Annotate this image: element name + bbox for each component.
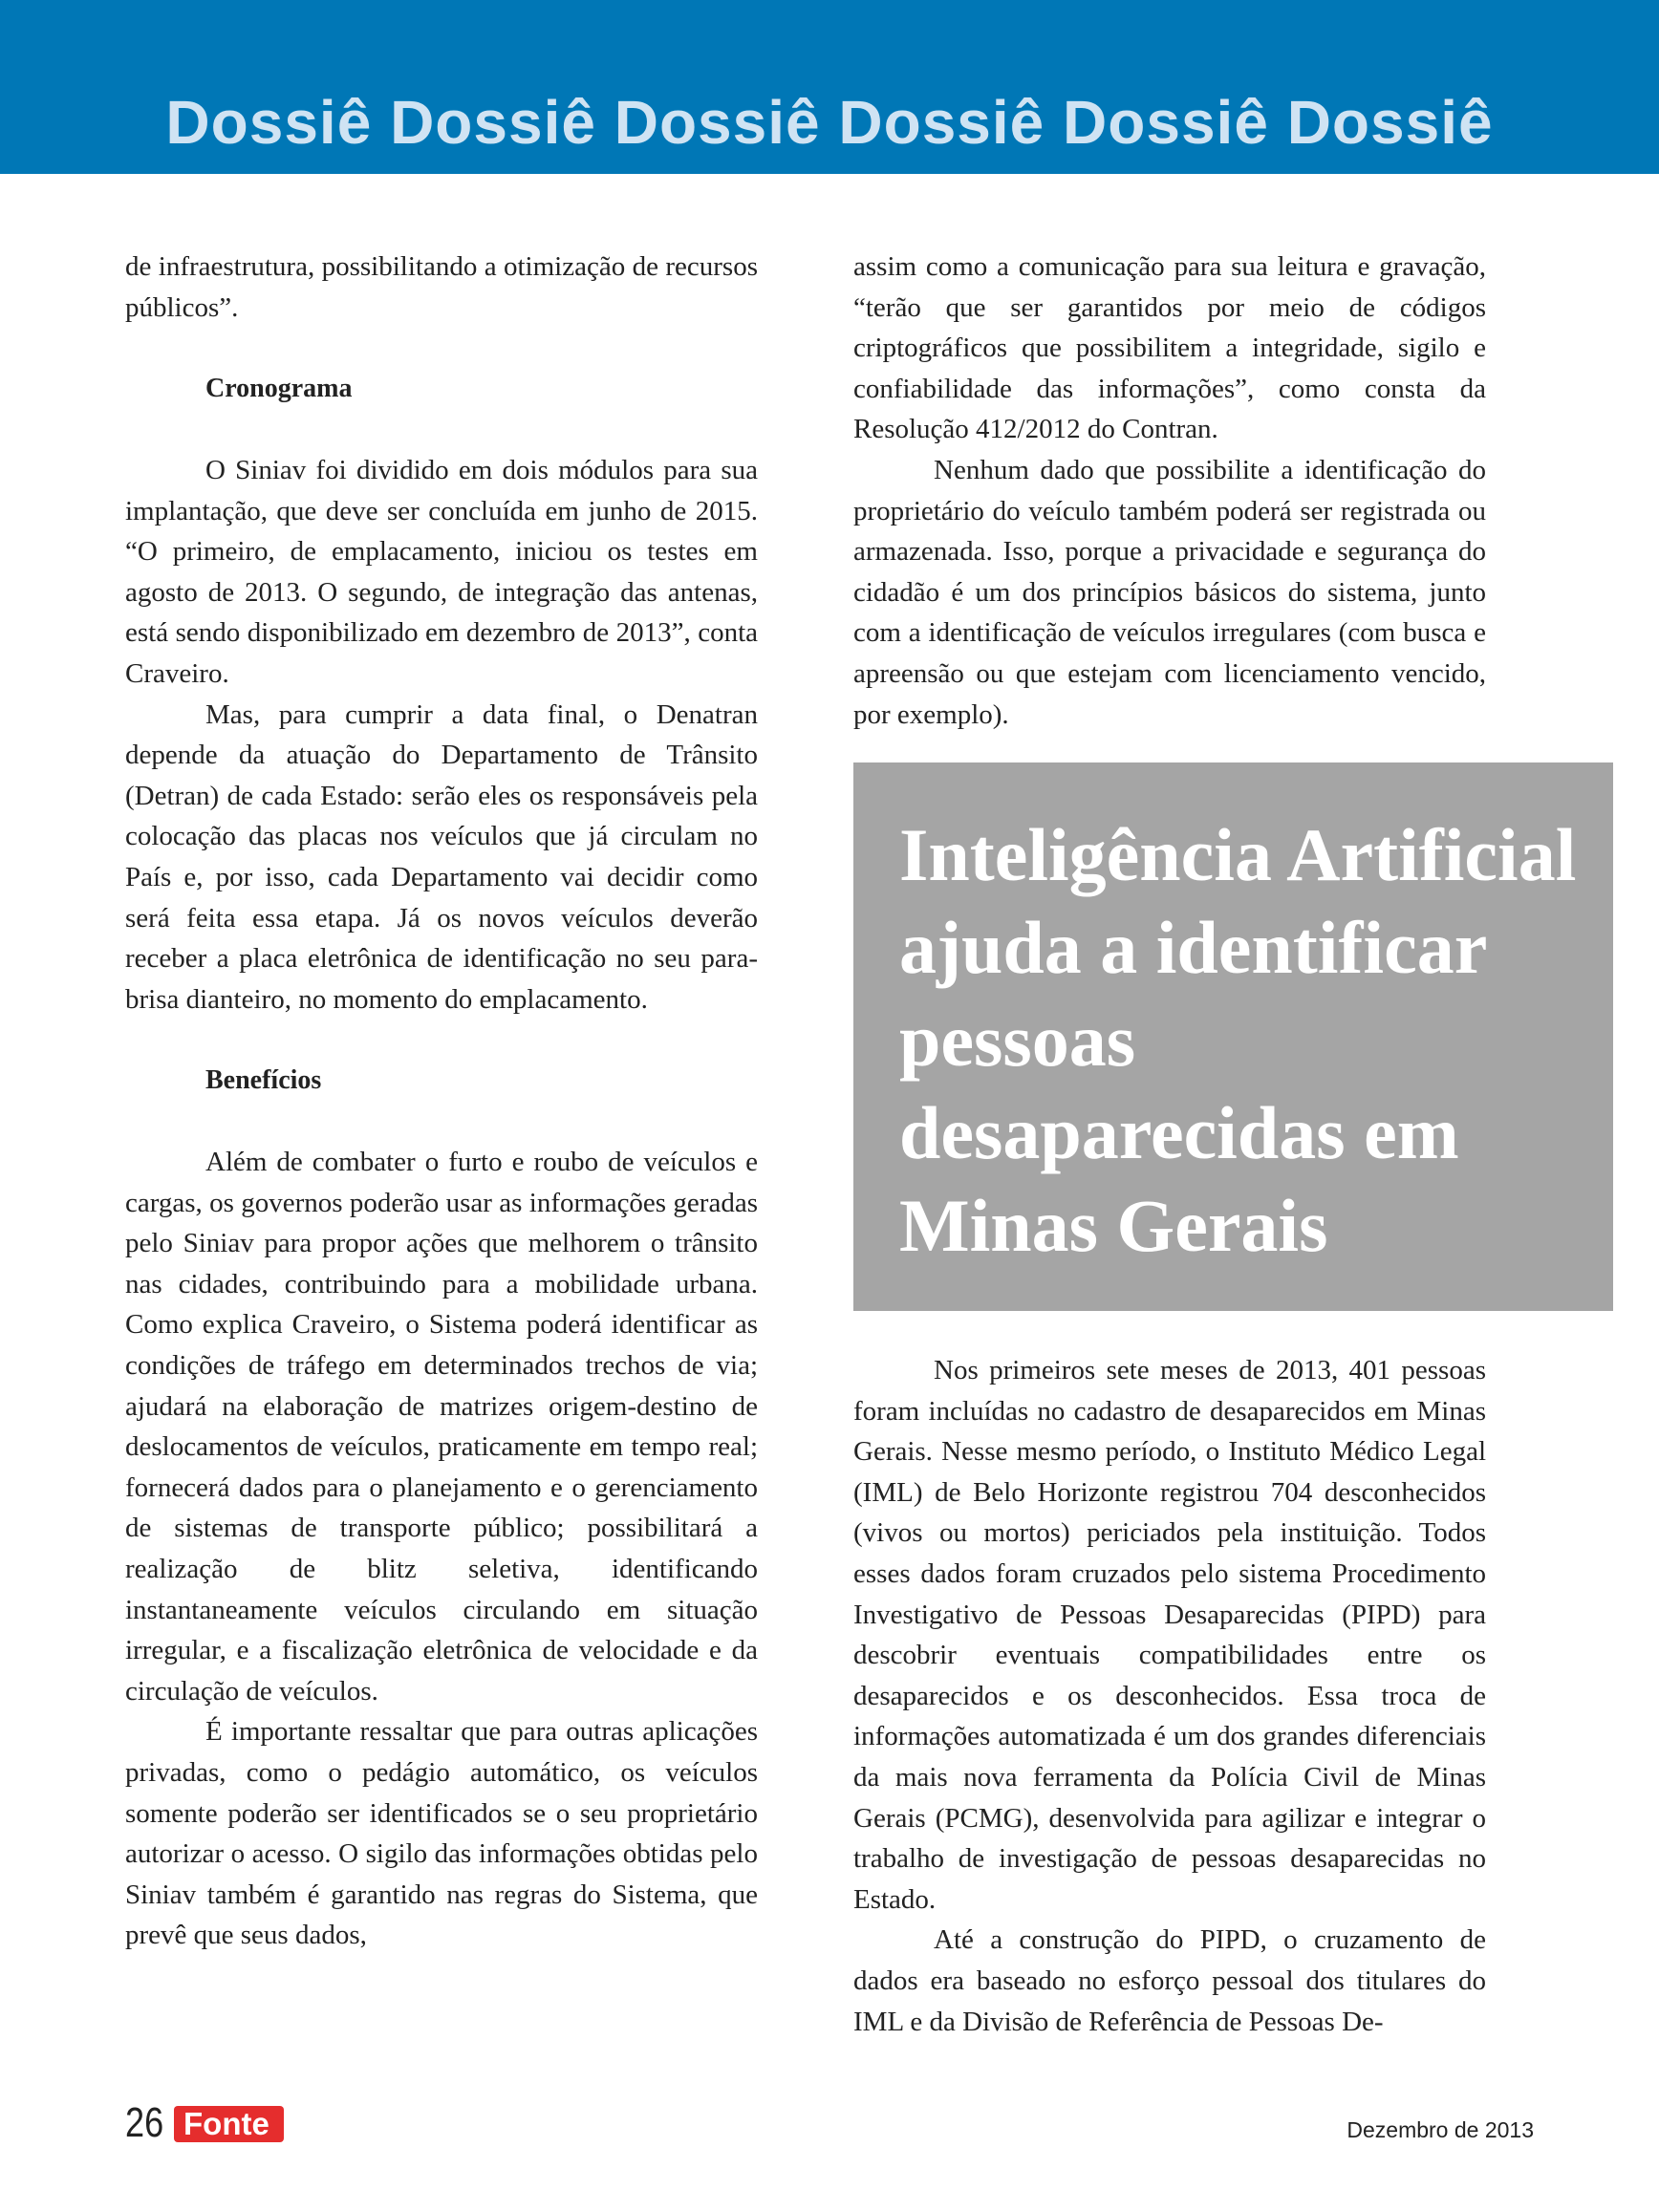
fonte-logo: [174, 2106, 284, 2142]
paragraph: O Siniav foi dividido em dois módulos para sua implantação, que deve ser concluída em junho de 2015. “O primeiro, de emplacamento, iniciou os testes em agosto de 2013. O segundo, de integração das antenas, está sendo disponibilizado em dezembro de 2013”, conta Craveiro.: [125, 454, 758, 689]
header-band: [0, 0, 1659, 174]
section-header-title: Dossiê Dossiê Dossiê Dossiê Dossiê Dossiê: [165, 88, 1494, 157]
paragraph: Até a construção do PIPD, o cruzamento de dados era baseado no esforço pessoal dos titulares do IML e da Divisão de Referência de Pessoas De-: [853, 1924, 1486, 2037]
paragraph: de infraestrutura, possibilitando a otimização de recursos públicos”.: [125, 251, 758, 323]
paragraph: Além de combater o furto e roubo de veículos e cargas, os governos poderão usar as informações geradas pelo Siniav para propor ações que melhorem o trânsito nas cidades, contribuindo para a mobilidade urbana. Como explica Craveiro, o Sistema poderá identificar as condições de tráfego em determinados trechos de via; ajudará na elaboração de matrizes origem-destino de deslocamentos de veículos, praticamente em tempo real; fornecerá dados para o planejamento e o gerenciamento de sistemas de transporte público; possibilitará a realização de blitz seletiva, identificando instantaneamente veículos circulando em situação irregular, e a fiscalização eletrônica de velocidade e da circulação de veículos.: [125, 1147, 758, 1707]
fonte-logo-text: Fonte: [183, 2106, 269, 2141]
paragraph: Nenhum dado que possibilite a identificação do proprietário do veículo também poderá ser registrada ou armazenada. Isso, porque a privacidade e segurança do cidadão é um dos princípios básicos do sistema, junto com a identificação de veículos irregulares (com busca e apreensão ou que estejam com licenciamento vencido, por exemplo).: [853, 454, 1486, 730]
paragraph: Mas, para cumprir a data final, o Denatran depende da atuação do Departamento de Trânsito (Detran) de cada Estado: serão eles os responsáveis pela colocação das placas nos veículos que já circulam no País e, por isso, cada Departamento vai decidir como será feita essa etapa. Já os novos veículos deverão receber a placa eletrônica de identificação no seu para-brisa dianteiro, no momento do emplacamento.: [125, 698, 758, 1015]
page-number: 26: [125, 2099, 164, 2146]
subheading-cronograma: Cronograma: [205, 373, 353, 403]
paragraph: Nos primeiros sete meses de 2013, 401 pessoas foram incluídas no cadastro de desaparecidos em Minas Gerais. Nesse mesmo período, o Instituto Médico Legal (IML) de Belo Horizonte registrou 704 desconhecidos (vivos ou mortos) periciados pela instituição. Todos esses dados foram cruzados pelo sistema Procedimento Investigativo de Pessoas Desaparecidas (PIPD) para descobrir eventuais compatibilidades entre os desaparecidos e os desconhecidos. Essa troca de informações automatizada é um dos grandes diferenciais da mais nova ferramenta da Polícia Civil de Minas Gerais (PCMG), desenvolvida para agilizar e integrar o trabalho de investigação de pessoas desaparecidas no Estado.: [853, 1355, 1486, 1915]
right-column-top: [853, 247, 1486, 735]
paragraph: assim como a comunicação para sua leitura e gravação, “terão que ser garantidos por meio de códigos criptográficos que possibilitem a integridade, sigilo e confiabilidade das informações”, como consta da Resolução 412/2012 do Contran.: [853, 251, 1486, 445]
feature-title: Inteligência Artificial ajuda a identificar pessoas desaparecidas em Minas Gerais: [899, 813, 1577, 1267]
subheading-beneficios: Benefícios: [205, 1064, 322, 1095]
paragraph: É importante ressaltar que para outras aplicações privadas, como o pedágio automático, os veículos somente poderão ser identificados se o seu proprietário autorizar o acesso. O sigilo das informações obtidas pelo Siniav também é garantido nas regras do Sistema, que prevê que seus dados,: [125, 1716, 758, 1951]
feature-title-box: [853, 762, 1613, 1311]
left-column: [125, 247, 758, 1956]
right-column-bottom: [853, 1350, 1486, 2042]
issue-date: Dezembro de 2013: [1347, 2117, 1534, 2142]
